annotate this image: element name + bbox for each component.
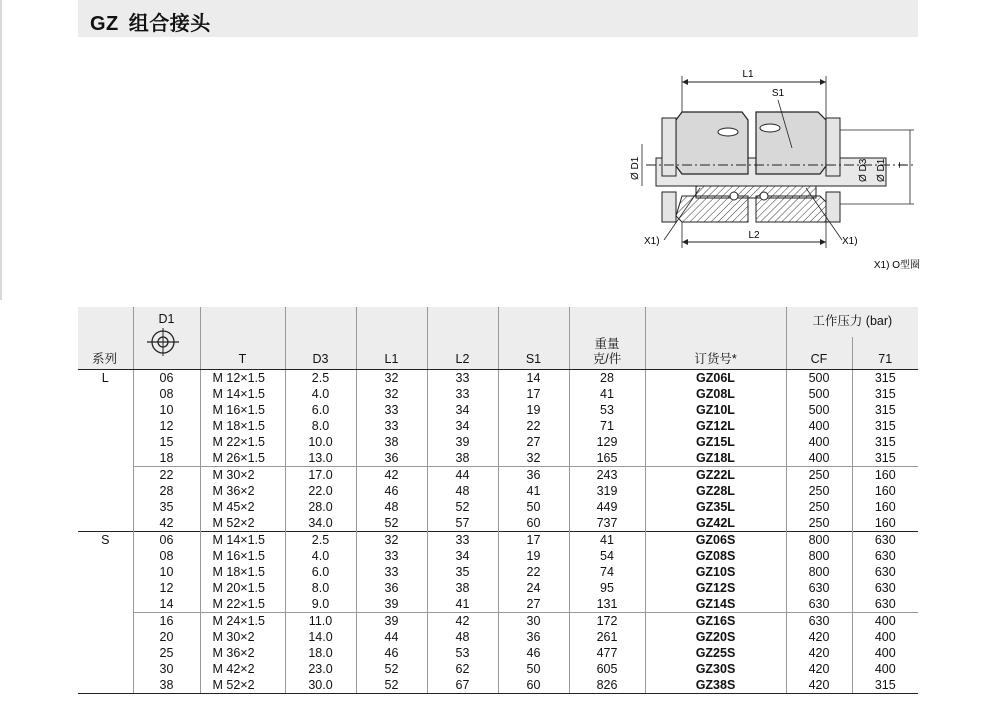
header-s1: S1 bbox=[498, 337, 569, 370]
cell-d1: 08 bbox=[133, 548, 200, 564]
product-code: GZ bbox=[90, 13, 119, 35]
cell-order-no: GZ28L bbox=[645, 483, 786, 499]
cell-pressure-71: 630 bbox=[852, 596, 918, 613]
dim-s1: S1 bbox=[771, 88, 785, 99]
cell-d1: 10 bbox=[133, 402, 200, 418]
table-row bbox=[78, 370, 918, 387]
cell-l2: 34 bbox=[427, 548, 498, 564]
table-row bbox=[78, 499, 918, 515]
cell-d1: 14 bbox=[133, 596, 200, 613]
cell-thread: M 22×1.5 bbox=[200, 596, 285, 613]
cell-s1: 19 bbox=[498, 548, 569, 564]
pipe-od-icon bbox=[146, 327, 180, 361]
cell-order-no: GZ10L bbox=[645, 402, 786, 418]
cell-order-no: GZ14S bbox=[645, 596, 786, 613]
table-row bbox=[78, 645, 918, 661]
cell-pressure-71: 315 bbox=[852, 402, 918, 418]
cell-l1: 33 bbox=[356, 418, 427, 434]
cell-d3: 6.0 bbox=[285, 402, 356, 418]
cell-pressure-cf: 400 bbox=[786, 418, 852, 434]
cell-weight: 449 bbox=[569, 499, 645, 515]
cell-l2: 38 bbox=[427, 580, 498, 596]
cell-l2: 67 bbox=[427, 677, 498, 694]
cell-order-no: GZ06S bbox=[645, 532, 786, 549]
cell-series: L bbox=[101, 371, 109, 385]
cell-pressure-71: 160 bbox=[852, 499, 918, 515]
cell-series bbox=[78, 483, 133, 499]
cell-pressure-cf: 250 bbox=[786, 467, 852, 484]
cell-order-no: GZ38S bbox=[645, 677, 786, 694]
label-x1-left: X1) bbox=[644, 236, 660, 247]
cell-d3: 2.5 bbox=[285, 532, 356, 549]
cell-d3: 2.5 bbox=[285, 370, 356, 387]
cell-d3: 4.0 bbox=[285, 548, 356, 564]
cell-pressure-cf: 800 bbox=[786, 548, 852, 564]
label-x1-right: X1) bbox=[842, 236, 858, 247]
cell-d1: 38 bbox=[133, 677, 200, 694]
page-title bbox=[90, 7, 211, 36]
cell-s1: 14 bbox=[498, 370, 569, 387]
cell-weight: 172 bbox=[569, 613, 645, 630]
table-row bbox=[78, 629, 918, 645]
cell-d1: 16 bbox=[133, 613, 200, 630]
cell-pressure-cf: 250 bbox=[786, 515, 852, 532]
cell-series bbox=[78, 515, 133, 532]
cell-thread: M 16×1.5 bbox=[200, 402, 285, 418]
cell-thread: M 22×1.5 bbox=[200, 434, 285, 450]
cell-series bbox=[78, 629, 133, 645]
cell-series bbox=[78, 677, 133, 694]
dim-d3: Ø D3 bbox=[858, 158, 869, 182]
product-name: 组合接头 bbox=[128, 13, 211, 35]
cell-thread: M 12×1.5 bbox=[200, 370, 285, 387]
cell-d1: 30 bbox=[133, 661, 200, 677]
cell-pressure-71: 315 bbox=[852, 386, 918, 402]
cell-d3: 34.0 bbox=[285, 515, 356, 532]
cell-series bbox=[78, 564, 133, 580]
table-row bbox=[78, 661, 918, 677]
cell-weight: 605 bbox=[569, 661, 645, 677]
cell-l1: 38 bbox=[356, 434, 427, 450]
cell-s1: 27 bbox=[498, 596, 569, 613]
cell-thread: M 24×1.5 bbox=[200, 613, 285, 630]
cell-weight: 95 bbox=[569, 580, 645, 596]
cell-series bbox=[78, 434, 133, 450]
cell-l2: 35 bbox=[427, 564, 498, 580]
cell-weight: 243 bbox=[569, 467, 645, 484]
cell-weight: 74 bbox=[569, 564, 645, 580]
cell-d3: 10.0 bbox=[285, 434, 356, 450]
cell-d1: 20 bbox=[133, 629, 200, 645]
oring-footnote: X1) O型圈 bbox=[873, 260, 920, 271]
cell-d1: 08 bbox=[133, 386, 200, 402]
cell-thread: M 52×2 bbox=[200, 677, 285, 694]
cell-d3: 14.0 bbox=[285, 629, 356, 645]
cell-pressure-cf: 250 bbox=[786, 483, 852, 499]
cell-l2: 34 bbox=[427, 418, 498, 434]
table-row bbox=[78, 532, 918, 549]
cell-s1: 60 bbox=[498, 677, 569, 694]
cell-l2: 48 bbox=[427, 629, 498, 645]
cell-series bbox=[78, 548, 133, 564]
page-edge-bar bbox=[0, 0, 2, 300]
cell-order-no: GZ12L bbox=[645, 418, 786, 434]
cell-d3: 28.0 bbox=[285, 499, 356, 515]
cell-s1: 50 bbox=[498, 661, 569, 677]
cell-d1: 10 bbox=[133, 564, 200, 580]
cell-l1: 33 bbox=[356, 564, 427, 580]
header-weight: 重量 克/件 bbox=[569, 337, 645, 370]
cell-l1: 46 bbox=[356, 483, 427, 499]
cell-order-no: GZ08S bbox=[645, 548, 786, 564]
cell-weight: 54 bbox=[569, 548, 645, 564]
header-l1: L1 bbox=[356, 337, 427, 370]
cell-d1: 28 bbox=[133, 483, 200, 499]
cell-s1: 22 bbox=[498, 564, 569, 580]
title-bar bbox=[78, 0, 918, 37]
cell-l2: 33 bbox=[427, 370, 498, 387]
cell-thread: M 42×2 bbox=[200, 661, 285, 677]
cell-pressure-71: 630 bbox=[852, 548, 918, 564]
table-row bbox=[78, 515, 918, 532]
cell-d3: 23.0 bbox=[285, 661, 356, 677]
cell-d3: 17.0 bbox=[285, 467, 356, 484]
cell-order-no: GZ30S bbox=[645, 661, 786, 677]
cell-l1: 52 bbox=[356, 515, 427, 532]
cell-d3: 13.0 bbox=[285, 450, 356, 467]
cell-pressure-71: 630 bbox=[852, 580, 918, 596]
cell-series bbox=[78, 596, 133, 613]
cell-d1: 12 bbox=[133, 418, 200, 434]
cell-l1: 44 bbox=[356, 629, 427, 645]
cell-s1: 19 bbox=[498, 402, 569, 418]
cell-pressure-cf: 420 bbox=[786, 677, 852, 694]
cell-l2: 57 bbox=[427, 515, 498, 532]
cell-d3: 11.0 bbox=[285, 613, 356, 630]
cell-pressure-71: 160 bbox=[852, 515, 918, 532]
cell-d3: 8.0 bbox=[285, 580, 356, 596]
cell-pressure-cf: 500 bbox=[786, 402, 852, 418]
cell-pressure-71: 315 bbox=[852, 418, 918, 434]
cell-weight: 261 bbox=[569, 629, 645, 645]
header-d1: D1 bbox=[158, 312, 175, 326]
table-row bbox=[78, 418, 918, 434]
cell-l1: 52 bbox=[356, 661, 427, 677]
spec-table bbox=[78, 307, 918, 694]
cell-pressure-cf: 400 bbox=[786, 434, 852, 450]
cell-order-no: GZ42L bbox=[645, 515, 786, 532]
cell-pressure-71: 160 bbox=[852, 483, 918, 499]
cell-pressure-cf: 630 bbox=[786, 596, 852, 613]
table-row bbox=[78, 677, 918, 694]
cell-s1: 17 bbox=[498, 386, 569, 402]
cell-l2: 34 bbox=[427, 402, 498, 418]
cell-pressure-71: 400 bbox=[852, 613, 918, 630]
header-l2: L2 bbox=[427, 337, 498, 370]
cell-s1: 30 bbox=[498, 613, 569, 630]
cell-weight: 53 bbox=[569, 402, 645, 418]
cell-thread: M 20×1.5 bbox=[200, 580, 285, 596]
cell-pressure-cf: 500 bbox=[786, 370, 852, 387]
cell-thread: M 30×2 bbox=[200, 467, 285, 484]
cell-series bbox=[78, 499, 133, 515]
cell-s1: 22 bbox=[498, 418, 569, 434]
table-row bbox=[78, 450, 918, 467]
cell-pressure-71: 315 bbox=[852, 434, 918, 450]
cell-order-no: GZ10S bbox=[645, 564, 786, 580]
cell-l2: 41 bbox=[427, 596, 498, 613]
table-row bbox=[78, 613, 918, 630]
cell-series bbox=[78, 386, 133, 402]
cell-series bbox=[78, 661, 133, 677]
cell-d1: 06 bbox=[133, 532, 200, 549]
cell-l2: 39 bbox=[427, 434, 498, 450]
cell-weight: 41 bbox=[569, 532, 645, 549]
cell-series: S bbox=[78, 532, 133, 549]
cell-d3: 9.0 bbox=[285, 596, 356, 613]
dim-l1: L1 bbox=[742, 69, 754, 80]
cell-l1: 39 bbox=[356, 613, 427, 630]
cell-s1: 46 bbox=[498, 645, 569, 661]
cell-series bbox=[78, 467, 133, 484]
cell-l1: 33 bbox=[356, 402, 427, 418]
table-row bbox=[78, 483, 918, 499]
cell-d3: 18.0 bbox=[285, 645, 356, 661]
cell-order-no: GZ25S bbox=[645, 645, 786, 661]
cell-l1: 52 bbox=[356, 677, 427, 694]
cell-weight: 826 bbox=[569, 677, 645, 694]
cell-series bbox=[78, 450, 133, 467]
cell-l1: 33 bbox=[356, 548, 427, 564]
cell-pressure-71: 630 bbox=[852, 532, 918, 549]
cell-pressure-cf: 400 bbox=[786, 450, 852, 467]
cell-pressure-cf: 800 bbox=[786, 532, 852, 549]
table-row bbox=[78, 386, 918, 402]
cell-weight: 28 bbox=[569, 370, 645, 387]
cell-order-no: GZ16S bbox=[645, 613, 786, 630]
header-d1-cell bbox=[133, 307, 200, 370]
cell-l1: 48 bbox=[356, 499, 427, 515]
header-series: 系列 bbox=[78, 307, 133, 370]
cell-l1: 32 bbox=[356, 532, 427, 549]
cell-l1: 36 bbox=[356, 580, 427, 596]
fitting-drawing bbox=[616, 62, 926, 272]
cell-d1: 18 bbox=[133, 450, 200, 467]
header-cf: CF bbox=[786, 337, 852, 370]
header-d3: D3 bbox=[285, 337, 356, 370]
cell-pressure-71: 630 bbox=[852, 564, 918, 580]
header-pressure: 工作压力 (bar) bbox=[786, 307, 918, 337]
cell-d1: 12 bbox=[133, 580, 200, 596]
header-71: 71 bbox=[852, 337, 918, 370]
cell-pressure-71: 400 bbox=[852, 629, 918, 645]
cell-order-no: GZ22L bbox=[645, 467, 786, 484]
table-row bbox=[78, 564, 918, 580]
cell-order-no: GZ06L bbox=[645, 370, 786, 387]
cell-weight: 319 bbox=[569, 483, 645, 499]
cell-thread: M 36×2 bbox=[200, 645, 285, 661]
cell-order-no: GZ08L bbox=[645, 386, 786, 402]
cell-pressure-cf: 420 bbox=[786, 661, 852, 677]
table-row bbox=[78, 434, 918, 450]
cell-thread: M 16×1.5 bbox=[200, 548, 285, 564]
cell-pressure-71: 315 bbox=[852, 370, 918, 387]
cell-pressure-71: 400 bbox=[852, 645, 918, 661]
cell-l2: 44 bbox=[427, 467, 498, 484]
cell-l1: 32 bbox=[356, 386, 427, 402]
cell-weight: 477 bbox=[569, 645, 645, 661]
cell-pressure-71: 315 bbox=[852, 450, 918, 467]
cell-s1: 50 bbox=[498, 499, 569, 515]
cell-pressure-71: 400 bbox=[852, 661, 918, 677]
dim-d1-left: Ø D1 bbox=[630, 156, 641, 180]
table-row bbox=[78, 596, 918, 613]
dim-t: T bbox=[898, 161, 909, 168]
cell-s1: 36 bbox=[498, 467, 569, 484]
cell-weight: 165 bbox=[569, 450, 645, 467]
cell-l1: 46 bbox=[356, 645, 427, 661]
cell-l2: 42 bbox=[427, 613, 498, 630]
cell-series bbox=[78, 418, 133, 434]
cell-d1: 35 bbox=[133, 499, 200, 515]
cell-pressure-cf: 800 bbox=[786, 564, 852, 580]
cell-s1: 24 bbox=[498, 580, 569, 596]
cell-thread: M 45×2 bbox=[200, 499, 285, 515]
cell-d1: 25 bbox=[133, 645, 200, 661]
cell-pressure-cf: 630 bbox=[786, 613, 852, 630]
cell-thread: M 30×2 bbox=[200, 629, 285, 645]
cell-weight: 131 bbox=[569, 596, 645, 613]
cell-pressure-71: 160 bbox=[852, 467, 918, 484]
cell-d1: 42 bbox=[133, 515, 200, 532]
cell-order-no: GZ20S bbox=[645, 629, 786, 645]
table-row bbox=[78, 467, 918, 484]
cell-pressure-cf: 420 bbox=[786, 645, 852, 661]
cell-thread: M 52×2 bbox=[200, 515, 285, 532]
cell-d1: 22 bbox=[133, 467, 200, 484]
dim-l2: L2 bbox=[748, 230, 760, 241]
cell-pressure-cf: 630 bbox=[786, 580, 852, 596]
cell-l1: 36 bbox=[356, 450, 427, 467]
cell-thread: M 18×1.5 bbox=[200, 418, 285, 434]
cell-l2: 62 bbox=[427, 661, 498, 677]
cell-pressure-cf: 250 bbox=[786, 499, 852, 515]
cell-d3: 22.0 bbox=[285, 483, 356, 499]
cell-l1: 32 bbox=[356, 370, 427, 387]
table-row bbox=[78, 402, 918, 418]
cell-l1: 42 bbox=[356, 467, 427, 484]
cell-s1: 32 bbox=[498, 450, 569, 467]
cell-s1: 27 bbox=[498, 434, 569, 450]
cell-l2: 53 bbox=[427, 645, 498, 661]
cell-thread: M 26×1.5 bbox=[200, 450, 285, 467]
cell-order-no: GZ12S bbox=[645, 580, 786, 596]
cell-s1: 36 bbox=[498, 629, 569, 645]
cell-order-no: GZ15L bbox=[645, 434, 786, 450]
table-row bbox=[78, 548, 918, 564]
cell-l2: 48 bbox=[427, 483, 498, 499]
cell-thread: M 14×1.5 bbox=[200, 532, 285, 549]
cell-d3: 30.0 bbox=[285, 677, 356, 694]
cell-thread: M 18×1.5 bbox=[200, 564, 285, 580]
cell-pressure-71: 315 bbox=[852, 677, 918, 694]
cell-s1: 41 bbox=[498, 483, 569, 499]
cell-l2: 33 bbox=[427, 386, 498, 402]
cell-pressure-cf: 500 bbox=[786, 386, 852, 402]
cell-s1: 17 bbox=[498, 532, 569, 549]
cell-d3: 4.0 bbox=[285, 386, 356, 402]
spec-table-wrapper bbox=[78, 307, 918, 694]
cell-order-no: GZ18L bbox=[645, 450, 786, 467]
cell-series bbox=[78, 402, 133, 418]
table-row bbox=[78, 580, 918, 596]
cell-thread: M 36×2 bbox=[200, 483, 285, 499]
cell-series bbox=[78, 580, 133, 596]
cell-d3: 8.0 bbox=[285, 418, 356, 434]
cell-l2: 33 bbox=[427, 532, 498, 549]
cell-l2: 52 bbox=[427, 499, 498, 515]
cell-s1: 60 bbox=[498, 515, 569, 532]
cell-thread: M 14×1.5 bbox=[200, 386, 285, 402]
cell-d1: 15 bbox=[133, 434, 200, 450]
cell-d1: 06 bbox=[133, 370, 200, 387]
cell-order-no: GZ35L bbox=[645, 499, 786, 515]
spec-table-body bbox=[78, 370, 918, 694]
cell-weight: 71 bbox=[569, 418, 645, 434]
cell-d3: 6.0 bbox=[285, 564, 356, 580]
cell-l2: 38 bbox=[427, 450, 498, 467]
cell-weight: 737 bbox=[569, 515, 645, 532]
cell-pressure-cf: 420 bbox=[786, 629, 852, 645]
cell-series bbox=[78, 613, 133, 630]
header-t: T bbox=[200, 337, 285, 370]
cell-l1: 39 bbox=[356, 596, 427, 613]
dim-d1-right: Ø D1 bbox=[876, 158, 887, 182]
cell-weight: 41 bbox=[569, 386, 645, 402]
header-order-no: 订货号* bbox=[645, 337, 786, 370]
cell-series bbox=[78, 645, 133, 661]
cell-weight: 129 bbox=[569, 434, 645, 450]
